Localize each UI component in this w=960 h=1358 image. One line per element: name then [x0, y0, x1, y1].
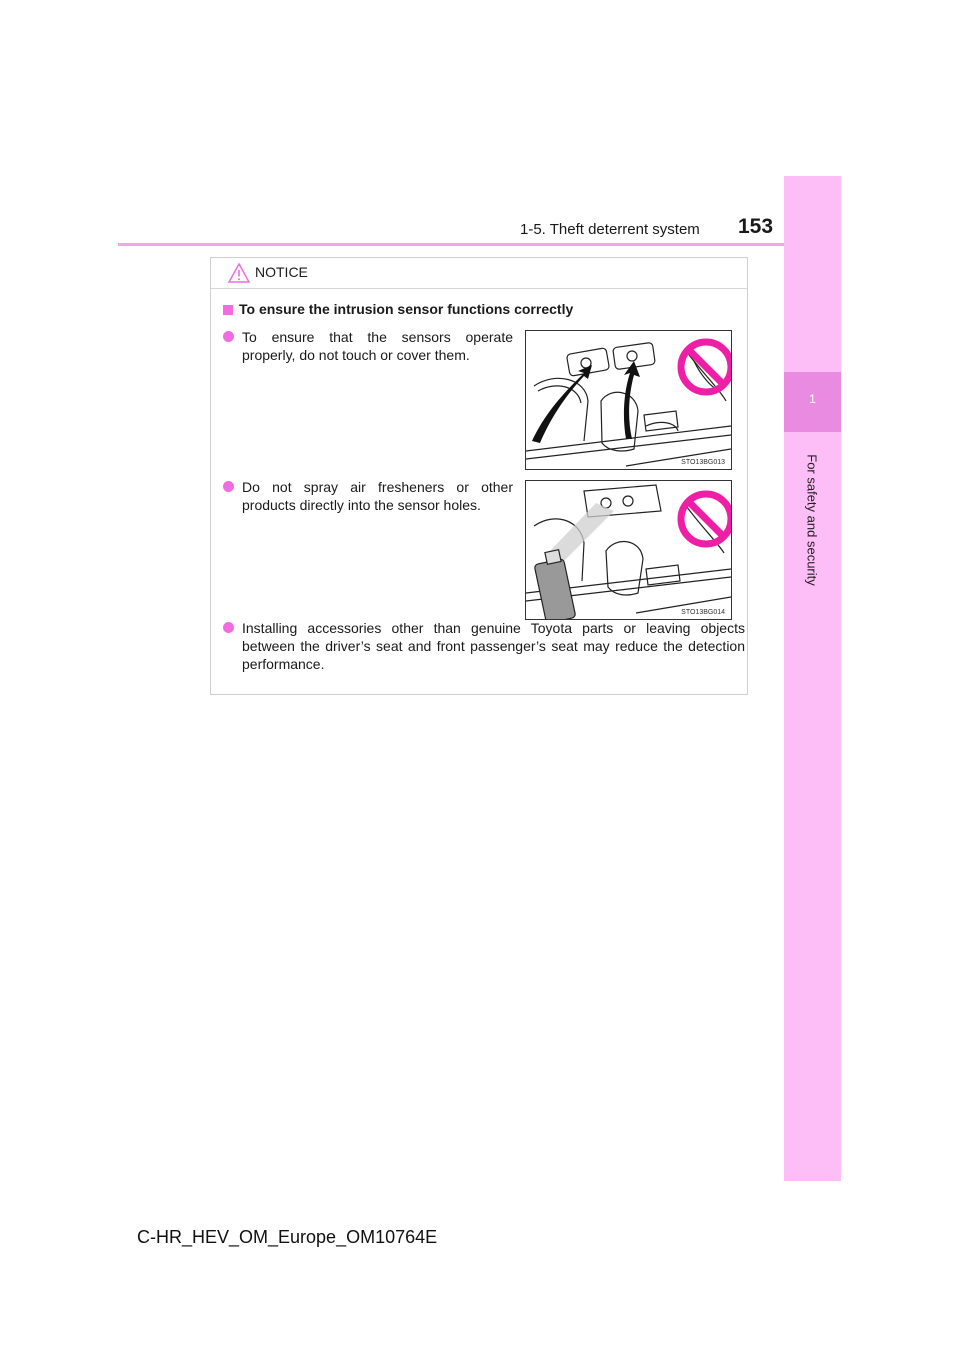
notice-box — [210, 257, 748, 695]
sensor-touch-illustration — [526, 331, 731, 469]
notice-item-text: Do not spray air fresheners or other products directly into the sensor holes. — [242, 479, 513, 513]
spray-can-icon — [534, 550, 576, 619]
notice-heading-text: To ensure the intrusion sensor functions correctly — [239, 301, 574, 317]
sensor-spray-figure — [525, 480, 732, 620]
warning-triangle-icon — [227, 262, 251, 284]
sensor-spray-illustration — [526, 481, 731, 619]
header-rule — [118, 243, 841, 246]
bullet-dot-icon — [223, 331, 234, 342]
square-bullet-icon — [223, 305, 233, 315]
figure-code: STO13BG014 — [681, 609, 725, 616]
chapter-number: 1 — [809, 392, 816, 406]
notice-heading — [223, 301, 573, 317]
notice-item — [223, 328, 513, 364]
sensor-touch-figure — [525, 330, 732, 470]
notice-item-text: To ensure that the sensors operate properly, do not touch or cover them. — [242, 329, 513, 363]
chapter-title: For safety and security — [804, 454, 820, 586]
prohibition-icon — [681, 494, 731, 544]
notice-header — [211, 258, 747, 289]
figure-code: STO13BG013 — [681, 459, 725, 466]
bullet-dot-icon — [223, 481, 234, 492]
prohibition-icon — [681, 342, 731, 392]
notice-item — [223, 619, 745, 673]
section-title: 1-5. Theft deterrent system — [520, 221, 700, 238]
page-number: 153 — [738, 215, 774, 238]
manual-code: C-HR_HEV_OM_Europe_OM10764E — [137, 1227, 438, 1247]
notice-item-text: Installing accessories other than genuine Toyota parts or leaving objects between the driver’s seat and front passenger’s seat may reduce the detection performance. — [242, 620, 745, 672]
bullet-dot-icon — [223, 622, 234, 633]
notice-label: NOTICE — [255, 264, 308, 280]
notice-item — [223, 478, 513, 514]
chapter-side-tab — [784, 176, 841, 1181]
